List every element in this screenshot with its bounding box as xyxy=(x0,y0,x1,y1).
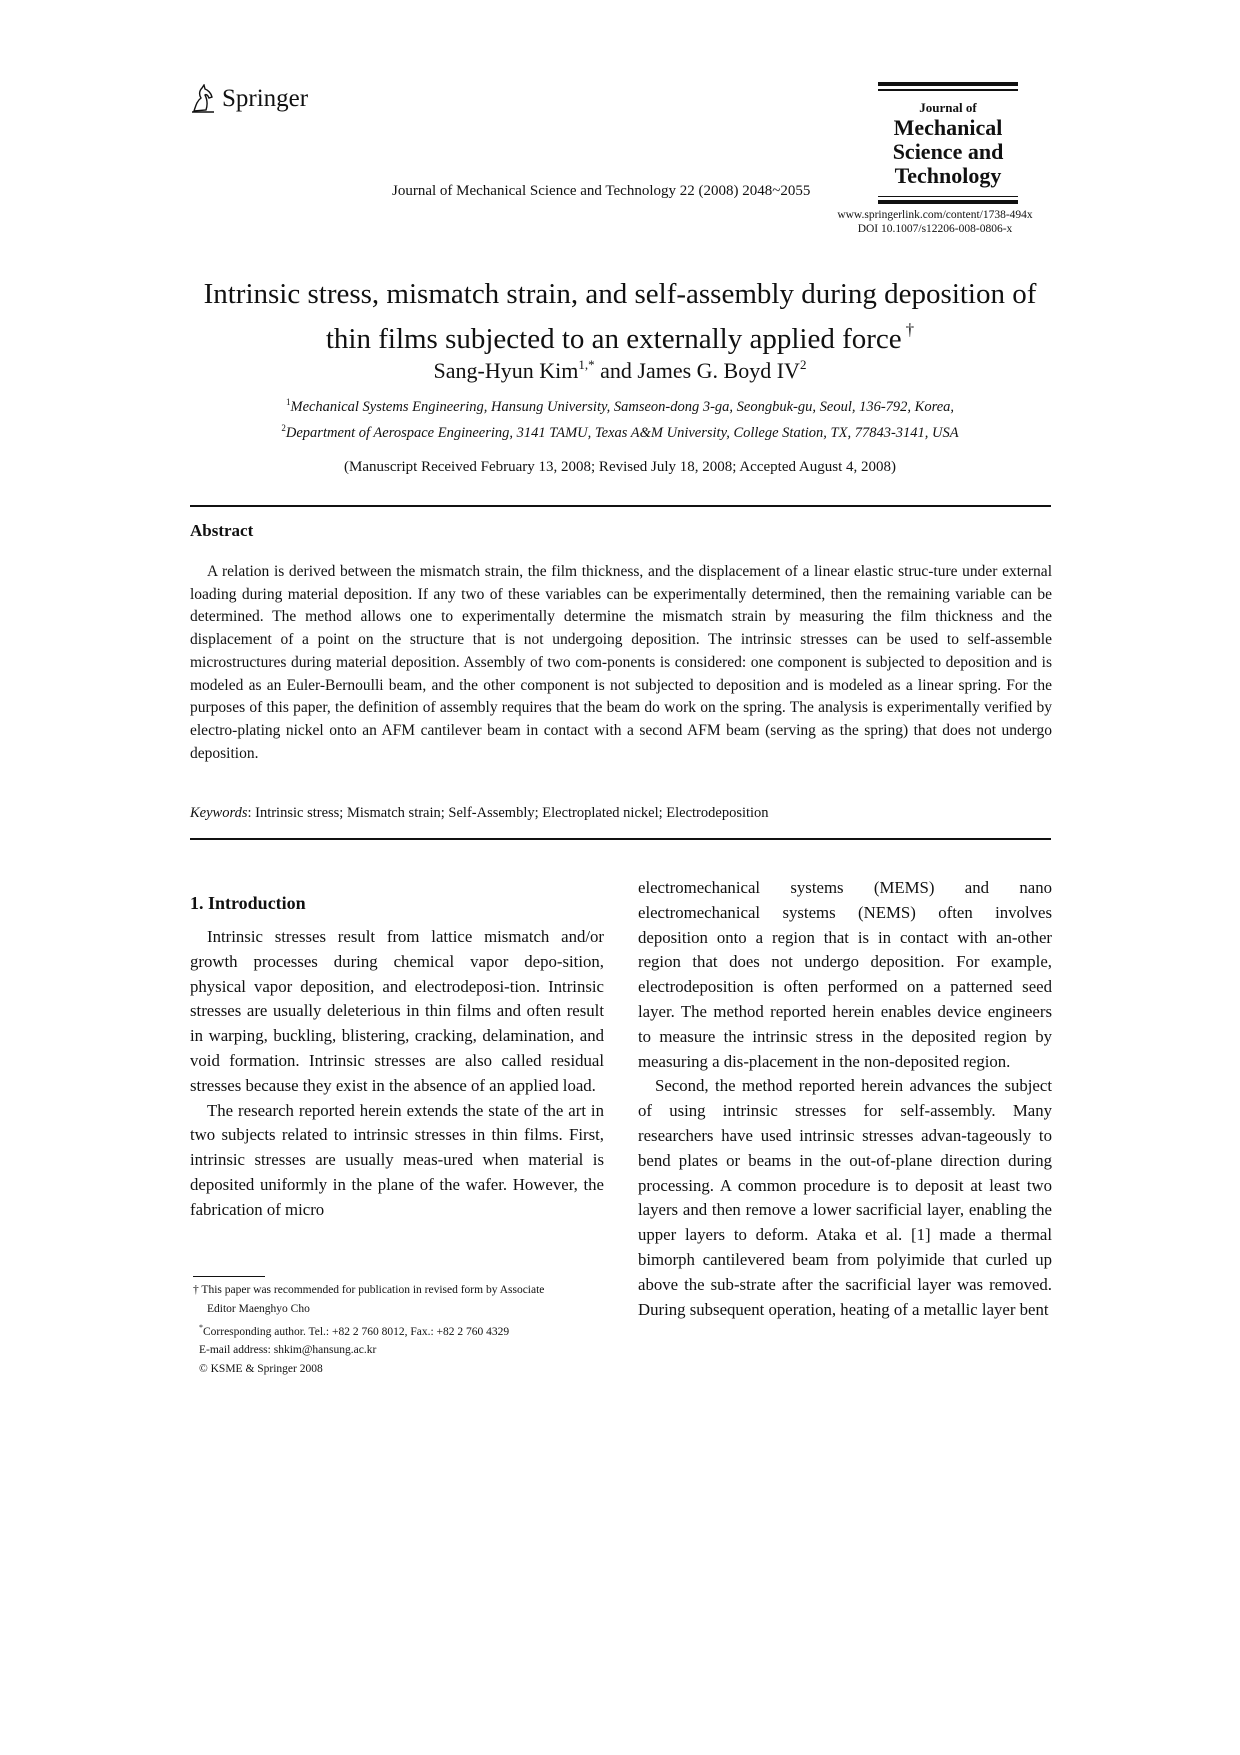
footnote-recommendation: † This paper was recommended for publication in revised form by Associate xyxy=(193,1284,545,1296)
paragraph: Intrinsic stresses result from lattice mismatch and/or growth processes during chemical vapor depo-sition, physical vapor deposition, and electrodeposi-tion. Intrinsic stresses are usually deleterious in thin films and often result in warping, buckling, blistering, cracking, delamination, and void formation. Intrinsic stresses are also called residual stresses because they exist in the absence of an applied load. xyxy=(190,927,604,1095)
doi: DOI 10.1007/s12206-008-0806-x xyxy=(857,223,1013,235)
authors xyxy=(150,357,1090,384)
affiliation-1-text: Mechanical Systems Engineering, Hansung University, Samseon-dong 3-ga, Seongbuk-gu, Seoul, 136-792, Korea, xyxy=(290,399,955,415)
author-2: James G. Boyd IV xyxy=(637,358,800,383)
publisher-name: Springer xyxy=(222,85,309,112)
journal-logo-box xyxy=(878,82,1018,204)
springerlink-url[interactable]: www.springerlink.com/content/1738-494x xyxy=(837,209,1033,221)
affiliation-2-number: 2 xyxy=(281,423,286,433)
footnote-recommendation-editor: Editor Maenghyo Cho xyxy=(207,1302,310,1315)
corresponding-author-text: Corresponding author. Tel.: +82 2 760 8012, Fax.: +82 2 760 4329 xyxy=(203,1325,510,1338)
title-line-2-text: thin films subjected to an externally applied force xyxy=(325,323,902,355)
title-line-2 xyxy=(150,312,1090,357)
left-column xyxy=(190,925,604,1223)
keywords-label: Keywords xyxy=(190,805,248,821)
paragraph: Second, the method reported herein advances the subject of using intrinsic stresses for self-assembly. Many researchers have used intrinsic stresses advan-tageously to bend plates or beams in the out-of-plane direction during processing. A common procedure is to deposit at least two layers and then remove a lower sacrificial layer, enabling the upper layers to deform. Ataka et al. [1] made a thermal bimorph cantilevered beam from polyimide that curled up above the sub-strate after the sacrificial layer was removed. During subsequent operation, heating of a metallic layer bent xyxy=(638,1076,1052,1319)
section-heading-introduction: 1. Introduction xyxy=(190,893,306,913)
journal-box-rule xyxy=(878,196,1018,198)
paragraph: electromechanical systems (MEMS) and nano electromechanical systems (NEMS) often involves deposition onto a region that is in contact with an-other region that does not undergo deposition. For example, electrodeposition is often performed on a patterned seed layer. The method reported herein enables device engineers to measure the intrinsic stress in the deposited region by measuring a dis-placement in the non-deposited region. xyxy=(638,878,1052,1071)
affiliation-1-number: 1 xyxy=(285,397,291,407)
author-1: Sang-Hyun Kim xyxy=(433,358,579,383)
footnote-corresponding xyxy=(193,1319,613,1342)
journal-box-line3: Science and xyxy=(892,138,1004,164)
affiliations xyxy=(150,392,1090,444)
springer-horse-icon xyxy=(190,84,216,114)
abstract-bottom-rule xyxy=(190,838,1051,840)
author-separator: and xyxy=(594,358,638,383)
abstract-text: A relation is derived between the mismatch strain, the film thickness, and the displacement of a linear elastic struc-ture under external loading during material deposition. If any two of these variables can be experimentally determined, then the remaining variable can be determined. The method allows one to experimentally determine the mismatch strain by measuring the film thickness and the displacement of a point on the structure that is not undergoing deposition. The intrinsic stresses can be used to self-assemble microstructures during material deposition. Assembly of two com-ponents is considered: one component is subjected to deposition and is modeled as an Euler-Bernoulli beam, and the other component is not subjected to deposition and is modeled as a linear spring. For the purposes of this paper, the definition of assembly requires that the beam do work on the spring. The analysis is experimentally verified by electro-plating nickel onto an AFM cantilever beam in contact with a second AFM beam (serving as the spring) that does not undergo deposition. xyxy=(190,563,1052,762)
affiliation-2-text: Department of Aerospace Engineering, 3141 TAMU, Texas A&M University, College Station, TX, 77843-3141, USA xyxy=(285,425,959,441)
author-1-affiliation-mark: 1,* xyxy=(578,357,595,372)
journal-box-rule xyxy=(878,89,1018,91)
author-2-affiliation-mark: 2 xyxy=(799,357,807,372)
title-line-1: Intrinsic stress, mismatch strain, and self-assembly during deposition of xyxy=(203,278,1037,310)
journal-box-rule xyxy=(878,200,1018,204)
affiliation-2 xyxy=(150,418,1090,444)
footnotes xyxy=(193,1281,613,1379)
affiliation-1 xyxy=(150,392,1090,418)
footnote-copyright: © KSME & Springer 2008 xyxy=(199,1363,323,1376)
title-footnote-mark: † xyxy=(905,320,915,339)
journal-box-line1: Journal of xyxy=(919,99,977,115)
doi-block xyxy=(820,208,1050,236)
paper-title xyxy=(150,276,1090,357)
corresponding-mark: * xyxy=(199,1322,203,1332)
right-column xyxy=(638,876,1052,1322)
journal-box-line2: Mechanical xyxy=(893,114,1003,140)
journal-box-line4: Technology xyxy=(894,162,1002,188)
abstract-heading: Abstract xyxy=(190,521,254,540)
footnote-rule xyxy=(193,1276,265,1277)
manuscript-dates: (Manuscript Received February 13, 2008; Revised July 18, 2008; Accepted August 4, 2008) xyxy=(344,459,896,475)
journal-box-rule xyxy=(878,82,1018,86)
abstract-top-rule xyxy=(190,505,1051,507)
paragraph: The research reported herein extends the state of the art in two subjects related to intrinsic stresses in thin films. First, intrinsic stresses are usually meas-ured when material is deposited uniformly in the plane of the wafer. However, the fabrication of micro xyxy=(190,1100,604,1219)
keywords-text: : Intrinsic stress; Mismatch strain; Self-Assembly; Electroplated nickel; Electrodeposition xyxy=(247,805,769,821)
publisher-logo xyxy=(190,84,308,114)
keywords xyxy=(190,805,1052,822)
footnote-email: E-mail address: shkim@hansung.ac.kr xyxy=(199,1344,377,1357)
journal-citation: Journal of Mechanical Science and Technology 22 (2008) 2048~2055 xyxy=(392,183,811,199)
